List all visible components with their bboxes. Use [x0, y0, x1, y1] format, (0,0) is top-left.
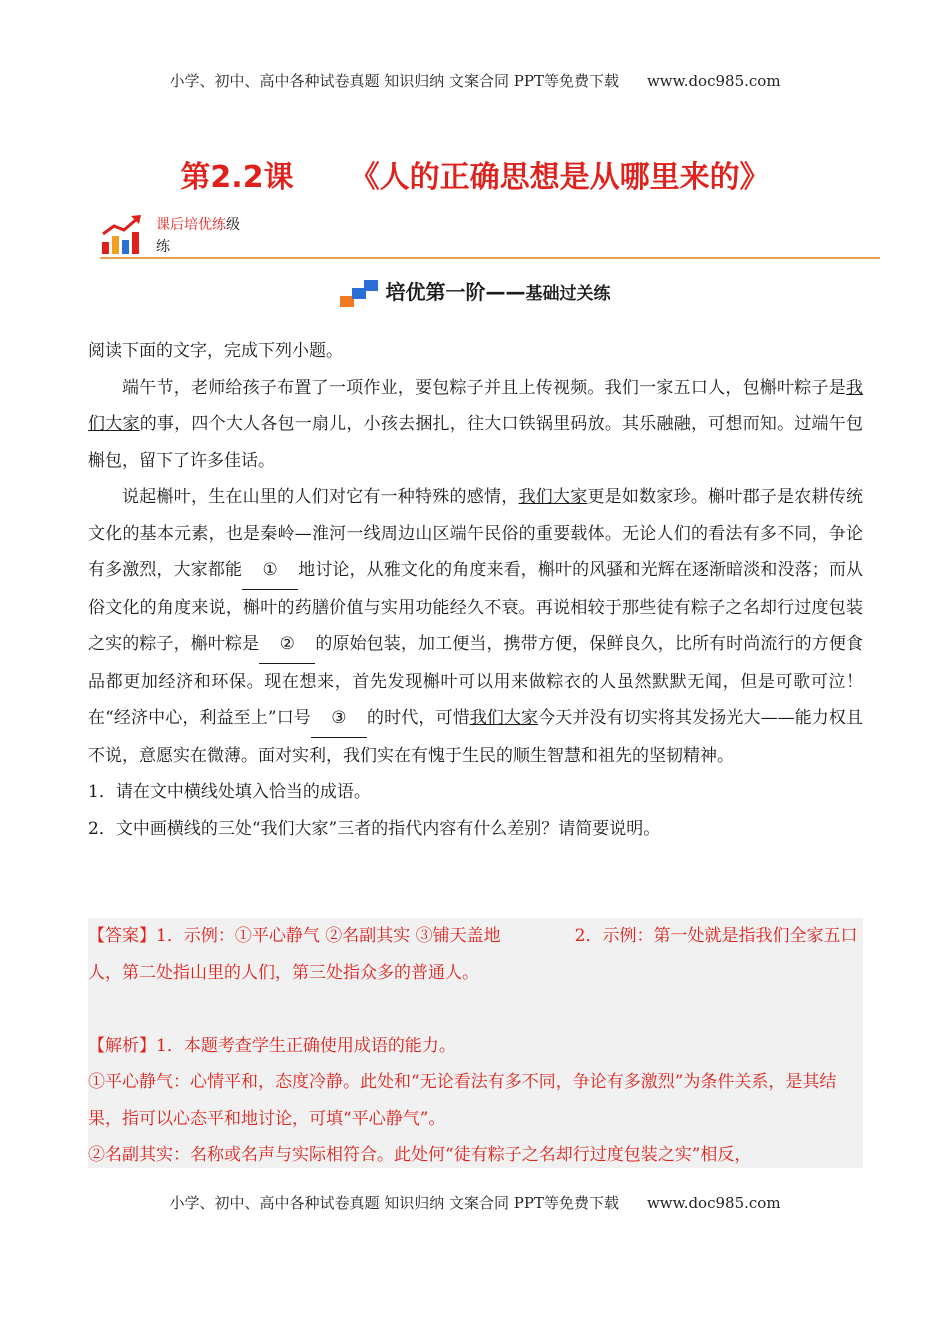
- badge-label-line2: 练: [156, 239, 170, 255]
- growth-chart-icon: [100, 212, 144, 256]
- page-footer: [0, 1192, 950, 1213]
- page-header: [0, 70, 950, 91]
- answer-part-1: 【答案】1．示例：①平心静气 ②名副其实 ③铺天盖地: [88, 926, 501, 946]
- underlined-phrase: 我们大家: [469, 708, 539, 728]
- paragraph-2: 说起槲叶，生在山里的人们对它有一种特殊的感情，我们大家更是如数家珍。槲叶郡子是农耕传统文化的基本元素，也是秦岭—淮河一线周边山区端午民俗的重要载体。无论人们的看法有多不同，争论有多激烈，大家都能 ① 地讨论，从雅文化的角度来看，槲叶的风骚和光辉在逐渐暗淡和没落；而从俗文化的角度来说，槲叶的药膳价值与实用功能经久不衰。再说相较于那些徒有粽子之名却行过度包装之实的粽子，槲叶粽是 ② 的原始包装，加工便当，携带方便，保鲜良久，比所有时尚流行的方便食品都更加经济和环保。现在想来，首先发现槲叶可以用来做粽衣的人虽然默默无闻，但是可歌可泣！在“经济中心，利益至上”口号 ③ 的时代，可惜我们大家今天并没有切实将其发扬光大——能力权且不说，意愿实在微薄。面对实利，我们实在有愧于生民的顺生智慧和祖先的坚韧精神。: [88, 487, 864, 766]
- lesson-number: 第2.2课: [180, 160, 294, 195]
- section-dash: ——: [485, 280, 526, 304]
- practice-badge: [100, 210, 260, 260]
- section-heading: [0, 276, 950, 308]
- answer-line: [88, 918, 863, 991]
- badge-label-red: 课后培优练: [156, 217, 226, 233]
- badge-label-black: 级: [226, 217, 240, 233]
- blank-2: ②: [259, 626, 315, 664]
- explanation-item-2: ②名副其实：名称或名声与实际相符合。此处何“徒有粽子之名却行过度包装之实”相反，: [88, 1145, 752, 1165]
- lesson-name: 《人的正确思想是从哪里来的》: [349, 160, 770, 195]
- reading-passage: [88, 333, 863, 847]
- blank-1: ①: [242, 552, 298, 590]
- footer-text: 小学、初中、高中各种试卷真题 知识归纳 文案合同 PPT等免费下载: [169, 1194, 619, 1212]
- stairs-icon: [340, 280, 380, 308]
- question-1: 1．请在文中横线处填入恰当的成语。: [88, 782, 371, 802]
- header-site-link[interactable]: www.doc985.com: [646, 72, 781, 90]
- footer-site-link[interactable]: www.doc985.com: [646, 1194, 781, 1212]
- explanation-heading: 【解析】1．本题考查学生正确使用成语的能力。: [88, 1035, 456, 1056]
- page-title: [0, 152, 950, 196]
- header-text: 小学、初中、高中各种试卷真题 知识归纳 文案合同 PPT等免费下载: [169, 72, 619, 90]
- section-suffix: 基础过关练: [525, 284, 611, 304]
- answer-content: [88, 918, 863, 1174]
- badge-label: [156, 214, 240, 258]
- underlined-phrase: 我们大家: [88, 377, 863, 434]
- explanation-item-1: ①平心静气：心情平和，态度冷静。此处和“无论看法有多不同，争论有多激烈”为条件关系，是其结果，指可以心态平和地讨论，可填“平心静气”。: [88, 1072, 837, 1129]
- header-divider: [100, 257, 880, 259]
- underlined-phrase: 我们大家: [518, 487, 588, 507]
- instruction: 阅读下面的文字，完成下列小题。: [88, 341, 343, 361]
- blank-3: ③: [311, 700, 367, 738]
- question-2: 2．文中画横线的三处“我们大家”三者的指代内容有什么差别？请简要说明。: [88, 818, 661, 839]
- section-prefix: 培优第一阶: [385, 280, 486, 304]
- answer-part-2: 2．示例：第一处就是指我们全家五口人，第二处指山里的人们，第三处指众多的普通人。: [88, 926, 858, 983]
- paragraph-1: 端午节，老师给孩子布置了一项作业，要包粽子并且上传视频。我们一家五口人，包槲叶粽子是我们大家的事，四个大人各包一扇儿，小孩去捆扎，往大口铁锅里码放。其乐融融，可想而知。过端午包槲包，留下了许多佳话。: [88, 377, 864, 471]
